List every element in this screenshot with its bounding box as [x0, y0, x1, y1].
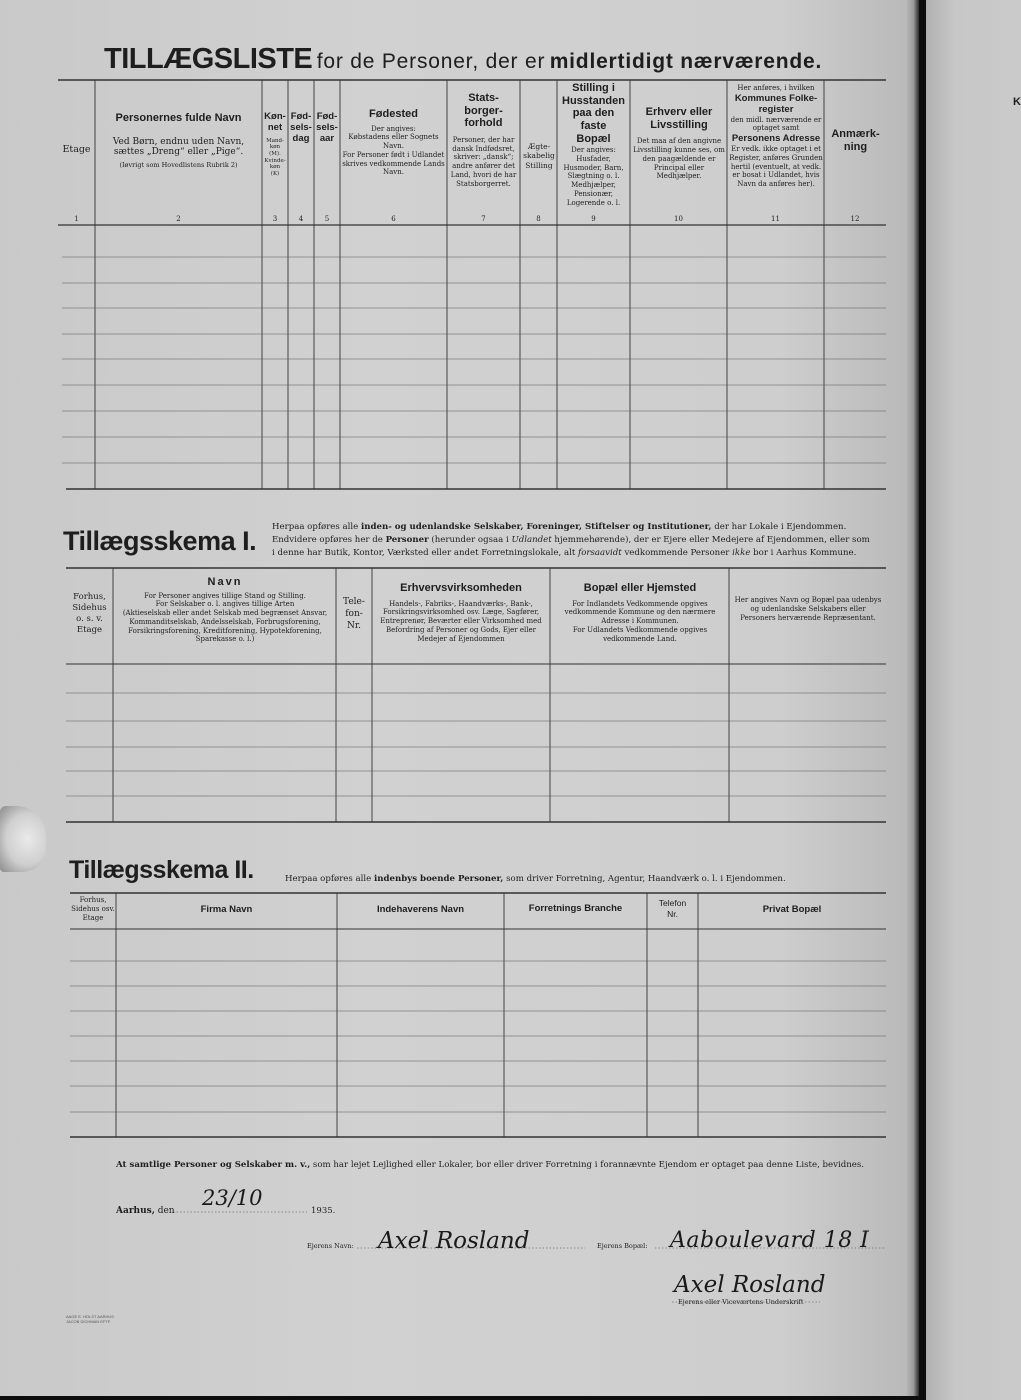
col-name-note3: (Iøvrigt som Hovedlistens Rubrik 2) [119, 160, 238, 169]
col-gender-note: Mand- køn (M). Kvinde- køn (K) [264, 137, 286, 177]
col-register-header [728, 84, 824, 189]
col-citizenship-note: Personer, der har dansk Indfødsret, skriver: „dansk“; andre anfører det Land, hvori de har Statsborgerret. [450, 135, 517, 188]
owner-name-label: Ejerens Navn: [307, 1242, 354, 1250]
schema1-col-name-header [115, 576, 335, 644]
adjacent-page-letter: K [1013, 96, 1021, 108]
schema2-title: Tillægsskema II. [69, 856, 254, 884]
col-name-note2: sættes „Dreng“ eller „Pige“. [113, 146, 244, 157]
footer-year: 1935. [311, 1206, 336, 1216]
schema1-intro-bold: inden- og udenlandske Selskaber, Foreninger, Stiftelser og Institutioner, [360, 522, 712, 532]
col-birthyear-header [314, 112, 340, 145]
col-occupation-title: Erhverv eller Livsstilling [645, 106, 713, 131]
schema2-col-firm: Firma Navn [200, 904, 253, 915]
col-register-title2: Personens Adresse [731, 133, 821, 145]
handwritten-signature: Axel Rosland [674, 1272, 826, 1298]
footer-city [116, 1206, 175, 1216]
col-household-note: Der angives: Husfader, Husmoder, Barn, Slægtning o. l. Medhjælper, Pensionær, Logerende o. l. [563, 146, 624, 207]
col-marital-title: Ægte- skabelig Stilling [523, 142, 555, 170]
col-gender-header [262, 112, 288, 177]
adjacent-page [926, 0, 1021, 1400]
form-title-bold: midlertidigt nærværende. [549, 50, 823, 73]
schema1-col-business-header [374, 582, 548, 643]
schema1-col-name-title: Navn [207, 576, 243, 588]
owner-address-label: Ejerens Bopæl: [597, 1242, 648, 1250]
schema2-intro-text: som driver Forretning, Agentur, Haandværk o. l. i Ejendommen. [503, 874, 786, 884]
schema1-col-phone: Tele- fon- Nr. [343, 597, 365, 632]
col-birthyear-title: Fød- sels- aar [316, 111, 338, 144]
col-register-note2: den midl. nærværende er optaget samt [730, 115, 822, 133]
schema1-col-business-note: Handels-, Fabriks-, Haandværks-, Bank-, Forsikringsvirksomhed osv. Læge, Sagfører, Entreprenør, Beværter eller Virksomhed med Befordring af Personer og Gods, Ejer eller Medejer af Ejendommen [380, 599, 542, 643]
schema1-intro [272, 521, 888, 560]
schema1-intro-line2 [272, 534, 888, 547]
col-number: 11 [771, 215, 780, 223]
schema1-intro-italic: forsaavidt [578, 548, 622, 558]
schema1-col-representative-header [734, 596, 882, 622]
col-remarks-title: Anmærk- ning [831, 128, 880, 153]
attestation-bold: At samtlige Personer og Selskaber m. v., [116, 1160, 311, 1170]
col-number: 2 [176, 215, 181, 223]
col-remarks-header [825, 128, 886, 153]
handwritten-date: 23/10 [202, 1186, 263, 1210]
form-title-rest: for de Personer, der er [316, 50, 546, 73]
col-name-note1: Ved Børn, endnu uden Navn, [112, 136, 245, 147]
schema1-intro-text: hjemmehørende), der er Ejere eller Medejere af Ejendommen, eller som [551, 535, 870, 545]
col-birthday-header [288, 112, 314, 145]
schema1-col-name-note: For Personer angives tillige Stand og Stilling. For Selskaber o. l. angives tillige Arten (Aktieselskab eller andet Selskab med begrænset Ansvar, Kommanditselskab, Andelsselskab, Forbrugsforening, Forsikringsforening, Kreditforening, Hypotekforening, Sparekasse o. l.) [122, 591, 328, 644]
schema1-col-representative-note: Her angives Navn og Bopæl paa udenbys og udenlandske Selskabers eller Personers herværende Repræsentant. [734, 596, 882, 622]
attestation-statement [116, 1160, 886, 1170]
schema1-intro-bold: Personer [385, 535, 429, 545]
form-title-main: TILLÆGSLISTE [104, 43, 313, 75]
col-number: 8 [536, 215, 541, 223]
footer-den-label: den [157, 1206, 175, 1216]
schema1-intro-italic: ikke [732, 548, 751, 558]
col-household-header [558, 82, 629, 207]
col-number: 1 [74, 215, 79, 223]
handwritten-owner-address: Aaboulevard 18 I [670, 1228, 870, 1253]
col-number: 7 [481, 215, 486, 223]
col-etage-header [58, 80, 95, 220]
schema1-intro-text: (herunder ogsaa i [428, 535, 512, 545]
col-number: 4 [298, 215, 304, 223]
signature-label: Ejerens eller Viceværtens Underskrift [678, 1298, 804, 1306]
schema1-col-residence-header [552, 582, 728, 643]
schema1-intro-italic: Udlandet [511, 535, 552, 545]
col-number: 9 [591, 215, 596, 223]
col-citizenship-header [449, 92, 518, 188]
schema1-intro-line1 [272, 521, 888, 534]
col-citizenship-title: Stats- borger- forhold [464, 92, 503, 130]
col-occupation-header [632, 106, 726, 181]
col-etage-label: Etage [62, 143, 91, 155]
col-number: 12 [850, 215, 860, 223]
schema1-col-floor: Forhus, Sidehus o. s. v. Etage [72, 592, 107, 636]
printer-imprint: AAGE E. HOLST AARHUS JACOB DICHMAN EFTF. [66, 1314, 114, 1325]
col-register-note3: Er vedk. ikke optaget i et Register, anføres Grunden hertil (eventuelt, at vedk. er bosat i Udlandet, hvis Navn da anføres her). [729, 145, 823, 189]
col-marital-header [521, 142, 557, 170]
schema2-col-phone: Telefon Nr. [658, 898, 687, 919]
schema1-intro-line3 [272, 547, 888, 560]
col-register-note1: Her anføres, i hvilken [737, 84, 815, 92]
col-gender-title: Køn- net [264, 111, 286, 133]
schema1-title: Tillægsskema I. [63, 526, 257, 556]
schema1-intro-text: der har Lokale i Ejendommen. [711, 522, 847, 532]
schema1-intro-text: bor i Aarhus Kommune. [750, 548, 857, 558]
col-birthplace-title: Fødested [369, 108, 418, 120]
col-household-title: Stilling i Husstanden paa den faste Bopæl [562, 82, 625, 145]
schema1-intro-text: Endvidere opføres her de [272, 535, 386, 545]
col-number: 5 [324, 215, 330, 223]
schema2-col-floor: Forhus, Sidehus osv. Etage [71, 896, 115, 923]
col-occupation-note: Det maa af den angivne Livsstilling kunne ses, om den paagældende er Principal eller Medhjælper. [633, 137, 725, 181]
col-name-title: Personernes fulde Navn [115, 112, 242, 124]
col-birthplace-note: Der angives: Købstadens eller Sognets Navn. For Personer født i Udlandet skrives vedkommende Lands Navn. [342, 124, 445, 177]
schema1-intro-text: Herpaa opføres alle [272, 522, 361, 532]
schema2-intro-bold: indenbys boende Personer, [373, 874, 504, 884]
schema2-col-branch: Forretnings Branche [528, 903, 623, 914]
schema1-col-business-title: Erhvervsvirksomheden [400, 582, 522, 594]
schema2-intro-text: Herpaa opføres alle [285, 874, 374, 884]
schema1-col-residence-note: For Indlandets Vedkommende opgives vedkommende Kommune og den nærmere Adresse i Kommunen. For Udlandets Vedkommende opgives vedkommende Land. [564, 599, 716, 643]
schema1-intro-text: i denne har Butik, Kontor, Værksted eller andet Forretningslokale, alt [272, 548, 579, 558]
handwritten-owner-name: Axel Rosland [378, 1228, 530, 1254]
attestation-text: som har lejet Lejlighed eller Lokaler, bor eller driver Forretning i forannævnte Ejendom er optaget paa denne Liste, bevidnes. [310, 1160, 865, 1170]
schema2-intro [285, 873, 786, 886]
col-name-header [95, 112, 262, 169]
col-birthday-title: Fød- sels- dag [290, 111, 312, 144]
col-register-title1: Kommunes Folke- register [734, 92, 818, 115]
col-birthplace-header [342, 108, 445, 177]
schema1-intro-text: vedkommende Personer [621, 548, 733, 558]
schema2-col-address: Privat Bopæl [762, 904, 822, 915]
footer-city-name: Aarhus, [116, 1206, 155, 1216]
schema2-col-owner: Indehaverens Navn [376, 904, 465, 915]
col-number: 3 [272, 215, 278, 223]
col-number: 10 [674, 215, 683, 223]
col-number: 6 [391, 215, 396, 223]
schema1-col-residence-title: Bopæl eller Hjemsted [583, 582, 697, 594]
